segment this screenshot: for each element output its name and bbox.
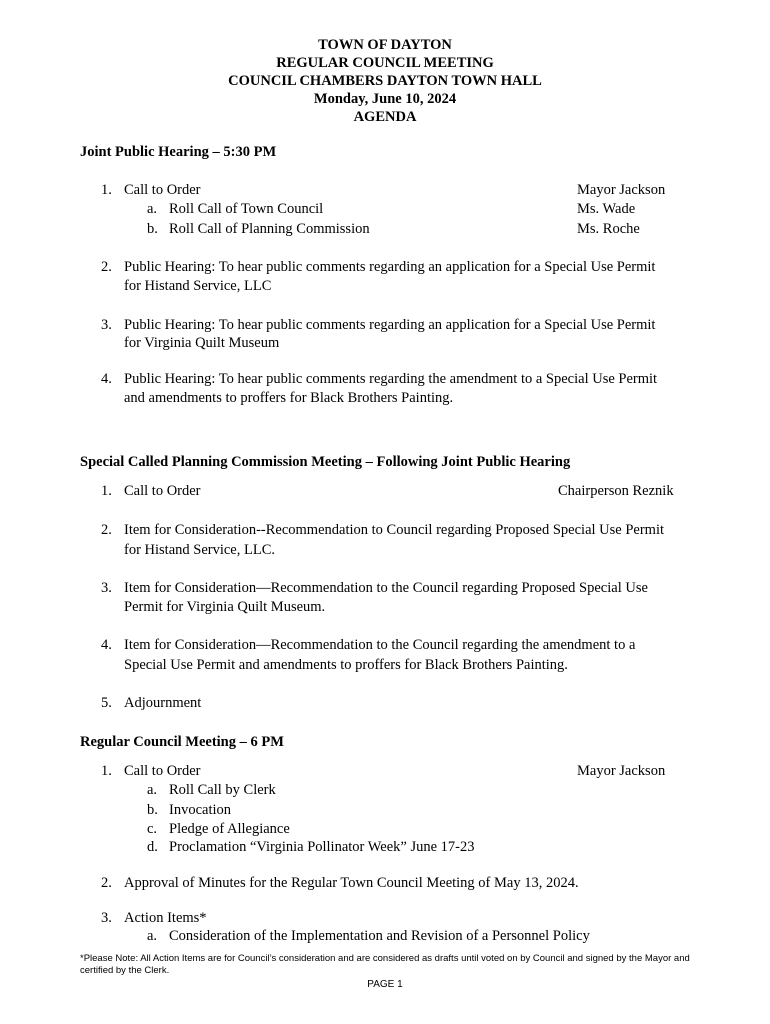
council-item1b-number: b. [147, 802, 158, 818]
council-item1c-text: Pledge of Allegiance [169, 821, 290, 837]
joint-item1b-who: Ms. Roche [577, 221, 640, 237]
meeting-location: COUNCIL CHAMBERS DAYTON TOWN HALL [228, 73, 542, 89]
meeting-date: Monday, June 10, 2024 [313, 91, 457, 107]
council-meeting-title: Regular Council Meeting – 6 PM [80, 734, 284, 750]
planning-item5-text: Adjournment [124, 695, 202, 711]
joint-item3-line2: for Virginia Quilt Museum [124, 335, 280, 351]
joint-item1-who: Mayor Jackson [577, 182, 666, 198]
planning-item2-line2: for Histand Service, LLC. [124, 542, 276, 558]
planning-item3-number: 3. [101, 580, 112, 596]
joint-item1a-who: Ms. Wade [577, 201, 636, 217]
planning-item5-number: 5. [101, 695, 112, 711]
council-item1-text: Call to Order [124, 763, 201, 779]
planning-item4-line2: Special Use Permit and amendments to proffers for Black Brothers Painting. [124, 657, 568, 673]
planning-item4-line1: Item for Consideration—Recommendation to the Council regarding the amendment to a [124, 637, 636, 653]
joint-item2-number: 2. [101, 259, 112, 275]
joint-item1b-number: b. [147, 221, 158, 237]
council-item2-number: 2. [101, 875, 112, 891]
planning-item2-number: 2. [101, 522, 112, 538]
council-item3-text: Action Items* [124, 910, 207, 926]
council-item3a-text: Consideration of the Implementation and Revision of a Personnel Policy [169, 928, 590, 944]
joint-item3-line1: Public Hearing: To hear public comments regarding an application for a Special Use Permit [124, 317, 656, 333]
page-number: PAGE 1 [367, 979, 403, 990]
council-item1b-text: Invocation [169, 802, 232, 818]
joint-item2-line1: Public Hearing: To hear public comments regarding an application for a Special Use Permit [124, 259, 656, 275]
council-item1-who: Mayor Jackson [577, 763, 666, 779]
council-item1-number: 1. [101, 763, 112, 779]
planning-item1-text: Call to Order [124, 483, 201, 499]
planning-item1-number: 1. [101, 483, 112, 499]
joint-item1a-number: a. [147, 201, 158, 217]
planning-item4-number: 4. [101, 637, 112, 653]
joint-item4-line1: Public Hearing: To hear public comments regarding the amendment to a Special Use Permit [124, 371, 658, 387]
joint-item3-number: 3. [101, 317, 112, 333]
planning-item3-line1: Item for Consideration—Recommendation to the Council regarding Proposed Special Use [124, 580, 648, 596]
council-item3-number: 3. [101, 910, 112, 926]
council-item1d-number: d. [147, 839, 158, 855]
council-item1a-number: a. [147, 782, 158, 798]
council-item1d-text: Proclamation “Virginia Pollinator Week” June 17-23 [169, 839, 475, 855]
joint-item1-text: Call to Order [124, 182, 201, 198]
council-item1a-text: Roll Call by Clerk [169, 782, 276, 798]
town-name: TOWN OF DAYTON [318, 37, 452, 53]
joint-item4-line2: and amendments to proffers for Black Brothers Painting. [124, 390, 454, 406]
document-header [0, 36, 770, 126]
council-item3a-number: a. [147, 928, 158, 944]
meeting-type: REGULAR COUNCIL MEETING [276, 55, 494, 71]
council-item2-text: Approval of Minutes for the Regular Town Council Meeting of May 13, 2024. [124, 875, 579, 891]
joint-item2-line2: for Histand Service, LLC [124, 278, 272, 294]
action-items-footnote: *Please Note: All Action Items are for Council’s consideration and are considered as drafts until voted on by Council and signed by the Mayor and certified by the Clerk. [80, 953, 690, 976]
joint-hearing-title: Joint Public Hearing – 5:30 PM [80, 144, 277, 160]
planning-item3-line2: Permit for Virginia Quilt Museum. [124, 599, 326, 615]
joint-item1-number: 1. [101, 182, 112, 198]
planning-item2-line1: Item for Consideration--Recommendation to Council regarding Proposed Special Use Permit [124, 522, 665, 538]
joint-item1a-text: Roll Call of Town Council [169, 201, 324, 217]
joint-item1b-text: Roll Call of Planning Commission [169, 221, 370, 237]
agenda-title: AGENDA [353, 109, 417, 125]
planning-item1-who: Chairperson Reznik [558, 483, 674, 499]
council-item1c-number: c. [147, 821, 158, 837]
joint-item4-number: 4. [101, 371, 112, 387]
planning-meeting-title: Special Called Planning Commission Meeting – Following Joint Public Hearing [80, 454, 571, 470]
